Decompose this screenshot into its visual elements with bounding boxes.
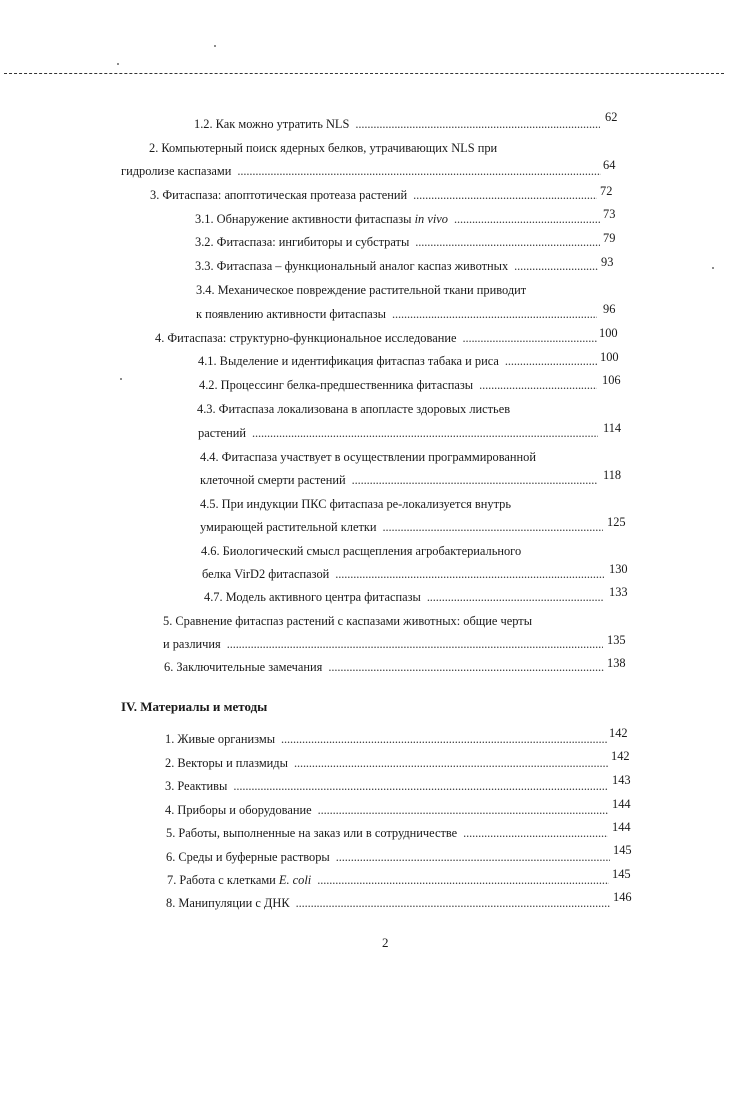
toc-entry-5-line2[interactable]: и различия . . .: [163, 634, 603, 654]
toc-entry-iv-2[interactable]: 2. Векторы и плазмиды . . .: [165, 753, 608, 773]
toc-entry-iv-3[interactable]: 3. Реактивы . . .: [165, 776, 608, 796]
toc-entry-3-4-line2[interactable]: к появлению активности фитаспазы . . .: [196, 304, 597, 324]
toc-entry-iv-8[interactable]: 8. Манипуляции с ДНК . . .: [166, 893, 611, 913]
toc-entry-3-2[interactable]: 3.2. Фитаспаза: ингибиторы и субстраты . . .: [195, 232, 600, 252]
toc-entry-4-5-page: 125: [607, 515, 626, 529]
toc-entry-3-4-page: 96: [603, 302, 616, 316]
toc-entry-4-6-line1[interactable]: 4.6. Биологический смысл расщепления агробактериального: [201, 544, 522, 558]
toc-entry-4-6-line2[interactable]: белка VirD2 фитаспазой . . .: [202, 564, 604, 584]
toc-entry-iv-4[interactable]: 4. Приборы и оборудование . . .: [165, 800, 608, 820]
toc-entry-2-line1[interactable]: 2. Компьютерный поиск ядерных белков, утрачивающих NLS при: [149, 141, 498, 155]
toc-entry-6-page: 138: [607, 656, 626, 670]
toc-entry-iv-1[interactable]: 1. Живые организмы . . .: [165, 729, 607, 749]
header-rule: [4, 73, 724, 74]
toc-entry-4-4-line2[interactable]: клеточной смерти растений . . .: [200, 470, 598, 490]
toc-entry-4-3-line2[interactable]: растений . . .: [198, 423, 598, 443]
toc-entry-6[interactable]: 6. Заключительные замечания . . .: [164, 657, 604, 677]
toc-entry-iv-5-page: 144: [612, 820, 631, 834]
toc-entry-iv-5[interactable]: 5. Работы, выполненные на заказ или в сотрудничестве . . .: [166, 823, 608, 843]
toc-entry-4-6-page: 130: [609, 562, 628, 576]
toc-entry-iv-6-page: 145: [613, 843, 632, 857]
scan-speck: [214, 45, 216, 47]
toc-entry-iv-3-page: 143: [612, 773, 631, 787]
toc-entry-4-page: 100: [599, 326, 618, 340]
toc-entry-3-2-page: 79: [603, 231, 616, 245]
toc-entry-3-1-page: 73: [603, 207, 616, 221]
page-number: 2: [382, 935, 389, 950]
toc-entry-iv-2-page: 142: [611, 749, 630, 763]
toc-entry-4-2-page: 106: [602, 373, 621, 387]
toc-entry-2-page: 64: [603, 158, 616, 172]
scan-speck: [712, 267, 714, 269]
toc-entry-1-2-page: 62: [605, 110, 618, 124]
toc-entry-1-2[interactable]: 1.2. Как можно утратить NLS . . .: [194, 114, 600, 134]
toc-entry-4-4-page: 118: [603, 468, 622, 482]
toc-entry-3-page: 72: [600, 184, 613, 198]
scan-speck: [120, 378, 122, 380]
toc-entry-iv-1-page: 142: [609, 726, 628, 740]
scan-speck: [117, 63, 119, 65]
toc-entry-iv-4-page: 144: [612, 797, 631, 811]
toc-entry-3-4-line1[interactable]: 3.4. Механическое повреждение растительной ткани приводит: [196, 283, 527, 297]
toc-entry-4-1[interactable]: 4.1. Выделение и идентификация фитаспаз табака и риса . . .: [198, 351, 598, 371]
toc-entry-3-3[interactable]: 3.3. Фитаспаза – функциональный аналог каспаз животных . . .: [195, 256, 598, 276]
toc-entry-iv-8-page: 146: [613, 890, 632, 904]
toc-entry-5-line1[interactable]: 5. Сравнение фитаспаз растений с каспазами животных: общие черты: [163, 614, 533, 628]
toc-entry-iv-6[interactable]: 6. Среды и буферные растворы . . .: [166, 847, 610, 867]
toc-entry-3[interactable]: 3. Фитаспаза: апоптотическая протеаза растений . . .: [150, 185, 597, 205]
toc-entry-4-3-page: 114: [603, 421, 622, 435]
toc-entry-4[interactable]: 4. Фитаспаза: структурно-функциональное исследование . . .: [155, 328, 597, 348]
toc-entry-4-4-line1[interactable]: 4.4. Фитаспаза участвует в осуществлении программированной: [200, 450, 536, 464]
toc-entry-4-7-page: 133: [609, 585, 628, 599]
toc-entry-iv-7[interactable]: 7. Работа с клетками E. coli . . .: [167, 870, 609, 890]
toc-entry-4-1-page: 100: [600, 350, 619, 364]
toc-entry-5-page: 135: [607, 633, 626, 647]
toc-entry-4-7[interactable]: 4.7. Модель активного центра фитаспазы . . .: [204, 587, 604, 607]
toc-entry-4-5-line2[interactable]: умирающей растительной клетки . . .: [200, 517, 603, 537]
section-heading-materials-methods[interactable]: IV. Материалы и методы: [121, 699, 268, 714]
toc-entry-3-3-page: 93: [601, 255, 614, 269]
toc-entry-2-line2[interactable]: гидролизе каспазами . . .: [121, 161, 601, 181]
toc-entry-4-2[interactable]: 4.2. Процессинг белка-предшественника фитаспазы . . .: [199, 375, 597, 395]
toc-entry-4-3-line1[interactable]: 4.3. Фитаспаза локализована в апопласте здоровых листьев: [197, 402, 511, 416]
toc-entry-4-5-line1[interactable]: 4.5. При индукции ПКС фитаспаза ре-локализуется внутрь: [200, 497, 512, 511]
toc-entry-iv-7-page: 145: [612, 867, 631, 881]
toc-entry-3-1[interactable]: 3.1. Обнаружение активности фитаспазы in vivo . . .: [195, 209, 600, 229]
